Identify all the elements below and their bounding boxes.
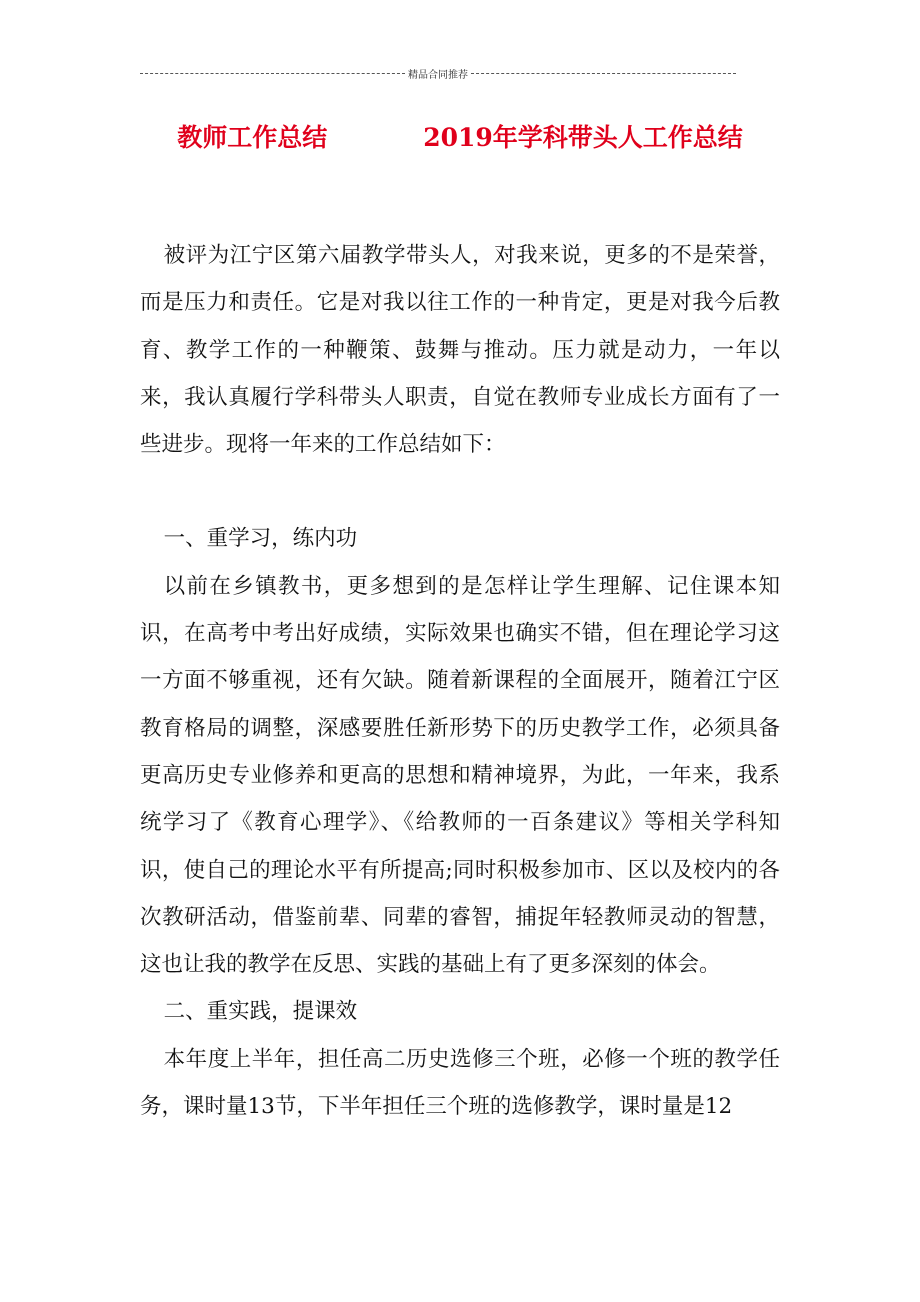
- header-dash-right: [471, 73, 736, 74]
- section-heading-2: 二、重实践，提课效: [163, 999, 358, 1025]
- title-left: 教师工作总结: [177, 123, 328, 152]
- header-label: 精品合同推荐: [408, 70, 468, 81]
- section-1-paragraph: 以前在乡镇教书，更多想到的是怎样让学生理解、记住课本知识，在高考中考出好成绩，实际效果也确实不错，但在理论学习这一方面不够重视，还有欠缺。随着新课程的全面展开，随着江宁区教育格局的调整，深感要胜任新形势下的历史教学工作，必须具备更高历史专业修养和更高的思想和精神境界，为此，一年来，我系统学习了《教育心理学》、《给教师的一百条建议》等相关学科知识，使自己的理论水平有所提高;同时积极参加市、区以及校内的各次教研活动，借鉴前辈、同辈的睿智，捕捉年轻教师灵动的智慧，这也让我的教学在反思、实践的基础上有了更多深刻的体会。: [140, 573, 780, 978]
- header-dash-left: [140, 73, 405, 74]
- document-body: [140, 232, 780, 1130]
- document-title: [0, 118, 920, 154]
- title-right: 2019年学科带头人工作总结: [423, 123, 743, 152]
- page-header: [140, 66, 736, 81]
- section-2-paragraph: 本年度上半年，担任高二历史选修三个班，必修一个班的教学任务，课时量13节，下半年担任三个班的选修教学，课时量是12: [140, 1046, 780, 1120]
- section-heading-1: 一、重学习，练内功: [163, 526, 358, 552]
- intro-paragraph: 被评为江宁区第六届教学带头人，对我来说，更多的不是荣誉，而是压力和责任。它是对我以往工作的一种肯定，更是对我今后教育、教学工作的一种鞭策、鼓舞与推动。压力就是动力，一年以来，我认真履行学科带头人职责，自觉在教师专业成长方面有了一些进步。现将一年来的工作总结如下：: [140, 243, 780, 458]
